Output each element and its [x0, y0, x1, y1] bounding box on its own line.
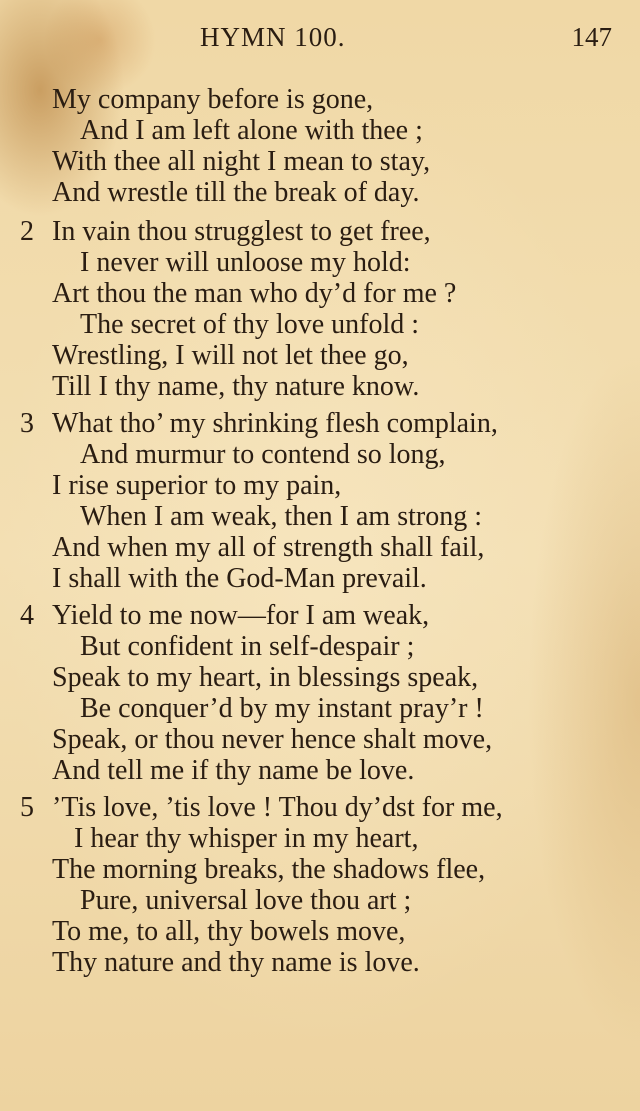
verse-line: And wrestle till the break of day.	[52, 177, 420, 208]
verse-line: I shall with the God-Man prevail.	[52, 563, 427, 594]
verse-line: Speak, or thou never hence shalt move,	[52, 724, 493, 755]
verse-line: Wrestling, I will not let thee go,	[52, 340, 409, 371]
stanza-number: 2	[20, 216, 34, 247]
verse-line: Be conquer’d by my instant pray’r !	[80, 693, 484, 724]
verse-line: My company before is gone,	[52, 84, 374, 115]
page-header	[0, 22, 640, 58]
hymn-title: HYMN 100.	[200, 22, 346, 52]
verse-line: Till I thy name, thy nature know.	[52, 371, 420, 402]
verse-line: With thee all night I mean to stay,	[52, 146, 431, 177]
verse-line: And tell me if thy name be love.	[52, 755, 415, 786]
stanza-number: 5	[20, 792, 34, 823]
verse-line: Thy nature and thy name is love.	[52, 947, 420, 978]
verse-line: Art thou the man who dy’d for me ?	[52, 278, 457, 309]
verse-line: I rise superior to my pain,	[52, 470, 342, 501]
verse-line: And murmur to contend so long,	[80, 439, 446, 470]
verse-line: I never will unloose my hold:	[80, 247, 411, 278]
verse-line: Speak to my heart, in blessings speak,	[52, 662, 479, 693]
verse-line: Yield to me now—for I am weak,	[52, 600, 430, 631]
stanza-number: 3	[20, 408, 34, 439]
page-number: 147	[571, 22, 612, 52]
verse-line: Pure, universal love thou art ;	[80, 885, 412, 916]
verse-line: I hear thy whisper in my heart,	[74, 823, 419, 854]
verse-line: When I am weak, then I am strong :	[80, 501, 482, 532]
verse-line: ’Tis love, ’tis love ! Thou dy’dst for me,	[52, 792, 503, 823]
verse-line: To me, to all, thy bowels move,	[52, 916, 406, 947]
verse-line: The secret of thy love unfold :	[80, 309, 420, 340]
verse-line: And I am left alone with thee ;	[80, 115, 423, 146]
verse-line: In vain thou strugglest to get free,	[52, 216, 431, 247]
verse-line: But confident in self-despair ;	[80, 631, 415, 662]
verse-line: And when my all of strength shall fail,	[52, 532, 485, 563]
verse-line: The morning breaks, the shadows flee,	[52, 854, 486, 885]
verse-line: What tho’ my shrinking flesh complain,	[52, 408, 498, 439]
stanza-number: 4	[20, 600, 34, 631]
